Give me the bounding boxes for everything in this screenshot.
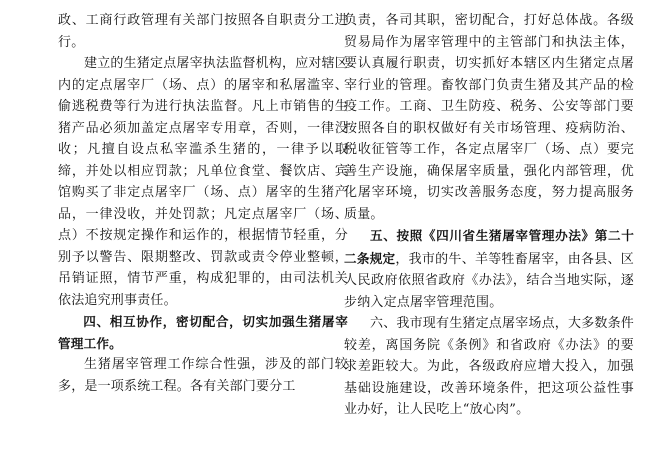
section-five-heading: 五、按照《四川省生猪屠宰管理办法》第二十二条规定 xyxy=(344,228,634,266)
left-column xyxy=(58,10,348,397)
paragraph-responsibilities: 负责，各司其职，密切配合，打好总体战。各级贸易局作为屠宰管理中的主管部门和执法主体，要认真履行职责，切实抓好本辖区内生猪定点屠宰行业的管理。畜牧部门负责生猪及其产品的检疫工作。工商、卫生防疫、税务、公安等部门要按照各自的职权做好有关市场管理、疫病防治、税收征管等工作，各定点屠宰厂（场、点）要完善生产设施，确保屠宰质量，强化内部管理，优化屠宰环境，切实改善服务态度，努力提高服务质量。 xyxy=(344,13,634,222)
paragraph-continuation: 政、工商行政管理有关部门按照各自职责分工进行。 xyxy=(58,13,348,50)
section-five xyxy=(344,225,634,313)
section-heading-four: 四、相互协作，密切配合，切实加强生猪屠宰管理工作。 xyxy=(58,314,348,351)
paragraph-supervision: 建立的生猪定点屠宰执法监督机构，应对辖区内的定点屠宰厂（场、点）的屠宰和私屠滥宰、偷逃税费等行为进行执法监督。凡上市销售的生猪产品必须加盖定点屠宰专用章，否则，一律没收；凡擅自设点私宰滥杀生猪的，一律予以取缔，并处以相应罚款；凡单位食堂、餐饮店、宾馆购买了非定点屠宰厂（场、点）屠宰的生猪产品，一律没收，并处罚款；凡定点屠宰厂（场、点）不按规定操作和运作的，根据情节轻重，分别予以警告、限期整改、罚款或责令停业整顿，吊销证照，情节严重，构成犯罪的，由司法机关依法追究刑事责任。 xyxy=(58,56,349,308)
section-five-text: ，我市的牛、羊等牲畜屠宰，由各县、区人民政府依照省政府《办法》，结合当地实际，逐步纳入定点屠宰管理范围。 xyxy=(344,251,634,310)
section-six: 六、我市现有生猪定点屠宰场点，大多数条件较差，离国务院《条例》和省政府《办法》的要求差距较大。为此，各级政府应增大投入，加强基础设施建设，改善环境条件，把这项公益性事业办好，让人民吃上“放心肉”。 xyxy=(344,316,635,417)
paragraph-coordination: 生猪屠宰管理工作综合性强，涉及的部门较多，是一项系统工程。各有关部门要分工 xyxy=(58,357,348,394)
right-column xyxy=(344,10,634,421)
